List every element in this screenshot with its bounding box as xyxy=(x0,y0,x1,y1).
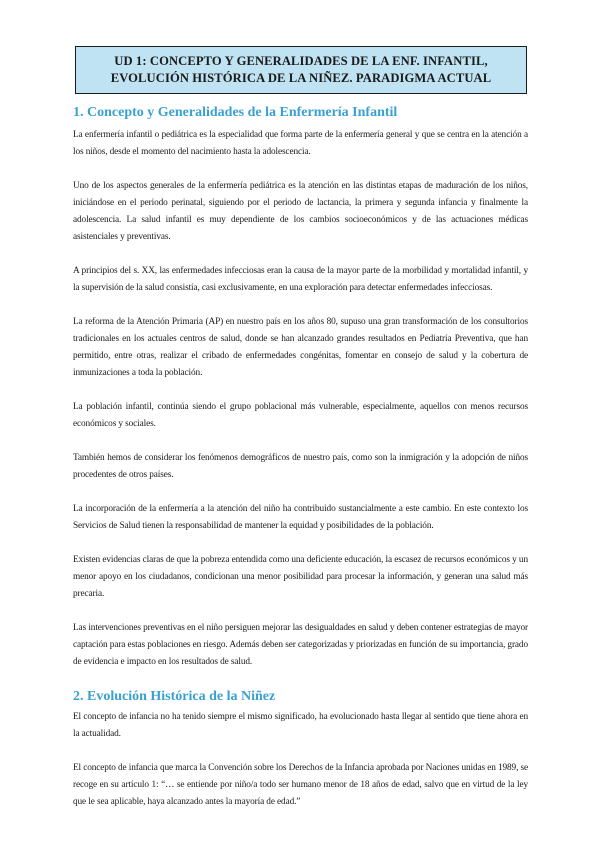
section-1-heading: 1. Concepto y Generalidades de la Enfermería Infantil xyxy=(73,105,398,120)
title-box xyxy=(75,46,527,94)
title-line-1: UD 1: CONCEPTO Y GENERALIDADES DE LA ENF. INFANTIL, xyxy=(114,54,488,68)
section-1-paragraph: La incorporación de la enfermería a la atención del niño ha contribuido sustancialmente a este cambio. En este contexto los Servicios de Salud tienen la responsabilidad de mantener la equidad y posibilidades de la población. xyxy=(73,504,528,531)
document-content xyxy=(73,104,528,828)
section-1-paragraph: A principios del s. XX, las enfermedades infecciosas eran la causa de la mayor parte de la morbilidad y mortalidad infantil, y la supervisión de la salud consistía, casi exclusivamente, en una exploración para detectar enfermedades infecciosas. xyxy=(73,266,528,293)
section-2-paragraph: El concepto de infancia que marca la Convención sobre los Derechos de la Infancia aprobada por Naciones unidas en 1989, se recoge en su artículo 1: “… se entiende por niño/a todo ser humano menor de 18 años de edad, salvo que en virtud de la ley que le sea aplicable, haya alcanzado antes la mayoría de edad.” xyxy=(73,763,528,807)
title-line-2: EVOLUCIÓN HISTÓRICA DE LA NIÑEZ. PARADIGMA ACTUAL xyxy=(110,71,492,85)
section-2-heading: 2. Evolución Histórica de la Niñez xyxy=(73,689,276,704)
section-2-paragraph: El concepto de infancia no ha tenido siempre el mismo significado, ha evolucionado hasta llegar al sentido que tiene ahora en la actualidad. xyxy=(73,712,528,739)
section-1-paragraph: La enfermería infantil o pediátrica es la especialidad que forma parte de la enfermería general y que se centra en la atención a los niños, desde el momento del nacimiento hasta la adolescencia. xyxy=(73,130,528,157)
section-1-paragraph: Las intervenciones preventivas en el niño persiguen mejorar las desigualdades en salud y deben contener estrategias de mayor captación para estas poblaciones en riesgo. Además deben ser categorizadas y priorizadas en función de su importancia, grado de evidencia e impacto en los resultados de salud. xyxy=(73,623,528,667)
section-1-paragraph: La población infantil, continúa siendo el grupo poblacional más vulnerable, especialmente, aquellos con menos recursos económicos y sociales. xyxy=(73,402,528,429)
section-1-paragraph: Existen evidencias claras de que la pobreza entendida como una deficiente educación, la escasez de recursos económicos y un menor apoyo en los ciudadanos, condicionan una menor posibilidad para procesar la información, y generan una salud más precaria. xyxy=(73,555,528,599)
section-1-paragraph: Uno de los aspectos generales de la enfermería pediátrica es la atención en las distintas etapas de maduración de los niños, iniciándose en el periodo perinatal, siguiendo por el periodo de lactancia, la primera y segunda infancia y finalmente la adolescencia. La salud infantil es muy dependiente de los cambios socioeconómicos y de las actuaciones médicas asistenciales y preventivas. xyxy=(73,181,528,242)
section-1-paragraph: La reforma de la Atención Primaria (AP) en nuestro país en los años 80, supuso una gran transformación de los consultorios tradicionales en los actuales centros de salud, donde se han alcanzado grandes resultados en Pediatría Preventiva, que han permitido, entre otras, realizar el cribado de enfermedades congénitas, fomentar en consejo de salud y la cobertura de inmunizaciones a toda la población. xyxy=(73,317,528,378)
section-1-paragraph: También hemos de considerar los fenómenos demográficos de nuestro país, como son la inmigración y la adopción de niños procedentes de otros países. xyxy=(73,453,528,480)
